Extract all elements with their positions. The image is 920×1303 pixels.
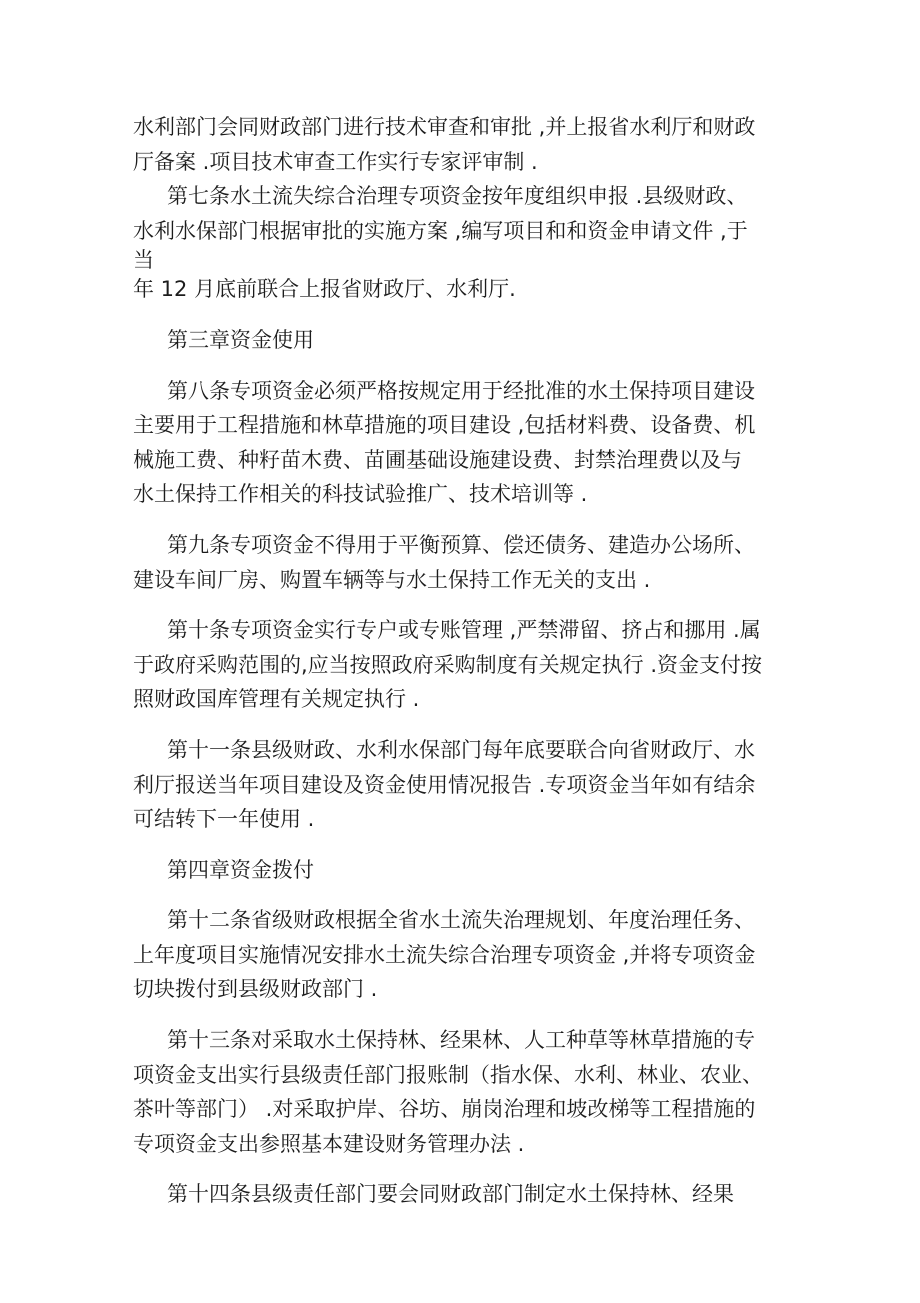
text-line: 专项资金支出参照基本建设财务管理办法 . (133, 1131, 525, 1156)
article-8-paragraph (133, 374, 833, 512)
text-line: 水利部门会同财政部门进行技术审查和审批 ,并上报省水利厅和财政 (133, 115, 756, 139)
text-line: 项资金支出实行县级责任部门报账制（指水保、水利、林业、农业、 (133, 1062, 763, 1087)
text-line: 第八条专项资金必须严格按规定用于经批准的水土保持项目建设 (167, 378, 755, 403)
text-line: 第九条专项资金不得用于平衡预算、偿还债务、建造办公场所、 (167, 532, 755, 557)
article-12-paragraph (133, 903, 833, 1007)
chapter-heading: 第三章资金使用 (167, 327, 314, 352)
text-line: 第十三条对采取水土保持林、经果林、人工种草等林草措施的专 (167, 1028, 755, 1053)
text-line: 切块拨付到县级财政部门 . (133, 977, 378, 1002)
text-line: 第十条专项资金实行专户或专账管理 ,严禁滞留、挤占和挪用 .属 (167, 618, 761, 643)
article-9-paragraph (133, 528, 833, 597)
text-line: 建设车间厂房、购置车辆等与水土保持工作无关的支出 . (133, 567, 651, 592)
chapter-4-heading (133, 853, 833, 888)
paragraph-continuation (133, 110, 833, 179)
text-line: 厅备案 .项目技术审查工作实行专家评审制 . (133, 149, 538, 174)
text-line: 主要用于工程措施和林草措施的项目建设 ,包括材料费、设备费、机 (133, 413, 756, 438)
article-10-paragraph (133, 613, 833, 717)
text-line: 可结转下一年使用 . (133, 807, 315, 832)
article-7-paragraph (133, 179, 833, 307)
text-line: 茶叶等部门） .对采取护岸、谷坊、崩岗治理和坡改梯等工程措施的 (133, 1097, 756, 1122)
article-11-paragraph (133, 733, 833, 837)
text-line: 第十四条县级责任部门要会同财政部门制定水土保持林、经果 (167, 1182, 734, 1207)
text-line: 于政府采购范围的,应当按照政府采购制度有关规定执行 .资金支付按 (133, 652, 763, 677)
text-line: 水土保持工作相关的科技试验推广、技术培训等 . (133, 482, 588, 507)
text-line: 上年度项目实施情况安排水土流失综合治理专项资金 ,并将专项资金 (133, 942, 756, 967)
text-line: 第十一条县级财政、水利水保部门每年底要联合向省财政厅、水 (167, 737, 755, 762)
text-line: 水利水保部门根据审批的实施方案 ,编写项目和和资金申请文件 ,于 (133, 218, 748, 243)
text-line: 利厅报送当年项目建设及资金使用情况报告 .专项资金当年如有结余 (133, 772, 756, 797)
text-line: 年 12 月底前联合上报省财政厅、水利厅. (133, 277, 516, 302)
article-13-paragraph (133, 1023, 833, 1161)
article-14-paragraph (133, 1177, 833, 1212)
text-line: 当 (133, 248, 154, 273)
text-line: 第七条水土流失综合治理专项资金按年度组织申报 .县级财政、 (167, 184, 748, 209)
chapter-heading: 第四章资金拨付 (167, 857, 314, 882)
text-line: 照财政国库管理有关规定执行 . (133, 687, 420, 712)
text-line: 第十二条省级财政根据全省水土流失治理规划、年度治理任务、 (167, 908, 755, 933)
text-line: 械施工费、种籽苗木费、苗圃基础设施建设费、封禁治理费以及与 (133, 447, 742, 472)
chapter-3-heading (133, 323, 833, 358)
